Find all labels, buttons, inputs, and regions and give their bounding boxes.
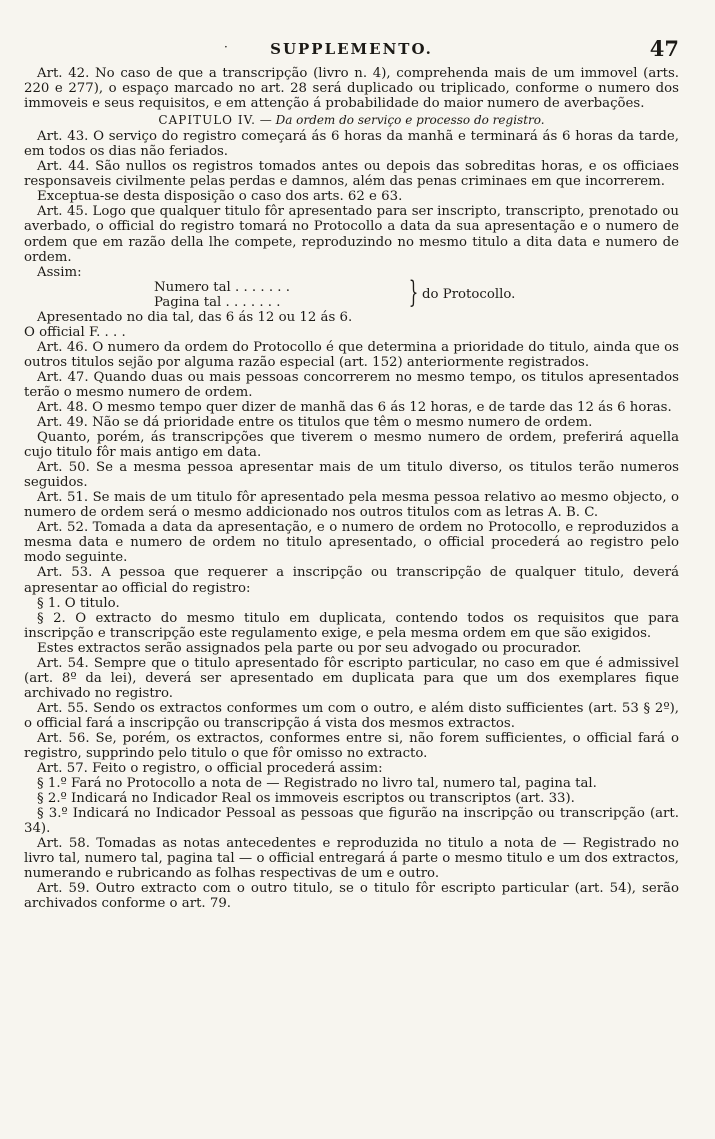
article-45: Art. 45. Logo que qualquer titulo fôr apresentado para ser inscripto, transcripto, prenotado ou averbado, o official do registro tomará no Protocollo a data da sua apresentação e o numero de ordem que em razão della lhe compete, reproduzindo no mesmo titulo a dita data e numero de ordem. xyxy=(24,204,679,265)
article-42: Art. 42. No caso de que a transcripção (livro n. 4), comprehenda mais de um immovel (arts. 220 e 277), o espaço marcado no art. 28 será duplicado ou triplicado, conforme o numero dos immoveis e seus requisitos, e em attenção á probabilidade do maior numero de averbações. xyxy=(24,66,679,112)
article-44-exception: Exceptua-se desta disposição o caso dos arts. 62 e 63. xyxy=(37,189,403,205)
article-58: Art. 58. Tomadas as notas antecedentes e reproduzida no titulo a nota de — Registrado no livro tal, numero tal, pagina tal — o official entregará á parte o mesmo titulo e um dos extractos, numerando e rubricando as folhas respectivas de um e outro. xyxy=(24,836,679,882)
article-57-paragraph-2: § 2.º Indicará no Indicador Real os immoveis escriptos ou transcriptos (art. 33). xyxy=(37,791,575,807)
article-47: Art. 47. Quando duas ou mais pessoas concorrerem no mesmo tempo, os titulos apresentados terão o mesmo numero de ordem. xyxy=(24,369,679,400)
article-52: Art. 52. Tomada a data da apresentação, e o numero de ordem no Protocollo, e reproduzidos a mesma data e numero de ordem no titulo apresentado, o official procederá ao registro pelo modo seguinte. xyxy=(24,520,679,566)
article-56: Art. 56. Se, porém, os extractos, conformes entre si, não forem sufficientes, o official fará o registro, supprindo pelo titulo o que fôr omisso no extracto. xyxy=(24,730,679,762)
apresentado-line: Apresentado no dia tal, das 6 ás 12 ou 12 ás 6. xyxy=(37,309,353,325)
registry-example xyxy=(154,274,679,310)
registry-protocollo-label: do Protocollo. xyxy=(422,286,516,302)
assim-label: Assim: xyxy=(37,264,82,280)
brace-mark: } xyxy=(408,274,419,310)
article-53-signature-note: Estes extractos serão assignados pela parte ou por seu advogado ou procurador. xyxy=(37,640,582,656)
article-57-paragraph-1: § 1.º Fará no Protocollo a nota de — Registrado no livro tal, numero tal, pagina tal. xyxy=(37,776,597,792)
article-44: Art. 44. São nullos os registros tomados antes ou depois das sobreditas horas, e os officiaes responsaveis civilmente pelas perdas e damnos, além das penas criminaes em que incorrerem. xyxy=(24,159,679,190)
article-57: Art. 57. Feito o registro, o official procederá assim: xyxy=(37,761,383,777)
header-dot: · xyxy=(224,40,228,54)
article-50: Art. 50. Se a mesma pessoa apresentar mais de um titulo diverso, os titulos terão numeros seguidos. xyxy=(24,460,679,491)
chapter-title: — Da ordem do serviço e processo do registro. xyxy=(259,113,545,128)
article-53-paragraph-1: § 1. O titulo. xyxy=(37,595,120,611)
article-43: Art. 43. O serviço do registro começará ás 6 horas da manhã e terminará ás 6 horas da tarde, em todos os dias não feriados. xyxy=(24,129,679,160)
chapter-number: CAPITULO IV. xyxy=(158,113,256,128)
official-signature-line: O official F. . . . xyxy=(24,324,126,340)
article-53-paragraph-2: § 2. O extracto do mesmo titulo em duplicata, contendo todos os requisitos que para inscripção e transcripção este regulamento exige, e pela mesma ordem em que são exigidos. xyxy=(24,610,679,641)
page-header xyxy=(24,36,679,66)
page-number: 47 xyxy=(649,36,679,61)
article-54: Art. 54. Sempre que o titulo apresentado fôr escripto particular, no caso em que é admissivel (art. 8º da lei), deverá ser apresentado em duplicata para que um dos exemplares fique archivado no registro. xyxy=(24,655,679,701)
article-53: Art. 53. A pessoa que requerer a inscripção ou transcripção de qualquer titulo, deverá apresentar ao official do registro: xyxy=(24,565,679,596)
body-text xyxy=(24,66,679,912)
chapter-heading xyxy=(24,113,679,128)
article-57-paragraph-3: § 3.º Indicará no Indicador Pessoal as pessoas que figurão na inscripção ou transcripção (art. 34). xyxy=(24,806,679,837)
registry-numero-line: Numero tal . . . . . . . xyxy=(154,279,290,295)
article-48: Art. 48. O mesmo tempo quer dizer de manhã das 6 ás 12 horas, e de tarde das 12 ás 6 horas. xyxy=(37,399,672,415)
article-51: Art. 51. Se mais de um titulo fôr apresentado pela mesma pessoa relativo ao mesmo objecto, o numero de ordem será o mesmo addicionado nos outros titulos com as letras A. B. C. xyxy=(24,490,679,521)
article-46: Art. 46. O numero da ordem do Protocollo é que determina a prioridade do titulo, ainda que os outros titulos sejão por alguma razão especial (art. 152) anteriormente registrados. xyxy=(24,339,679,370)
registry-pagina-line: Pagina tal . . . . . . . xyxy=(154,294,281,310)
article-55: Art. 55. Sendo os extractos conformes um com o outro, e além disto sufficientes (art. 53 § 2º), o official fará a inscripção ou transcripção á vista dos mesmos extractos. xyxy=(24,700,679,731)
article-49: Art. 49. Não se dá prioridade entre os titulos que têm o mesmo numero de ordem. xyxy=(37,414,593,430)
article-59: Art. 59. Outro extracto com o outro titulo, se o titulo fôr escripto particular (art. 54), serão archivados conforme o art. 79. xyxy=(24,881,679,912)
article-49-quanto: Quanto, porém, ás transcripções que tiverem o mesmo numero de ordem, preferirá aquella cujo titulo fôr mais antigo em data. xyxy=(24,430,679,461)
running-title: SUPPLEMENTO. xyxy=(270,40,433,58)
